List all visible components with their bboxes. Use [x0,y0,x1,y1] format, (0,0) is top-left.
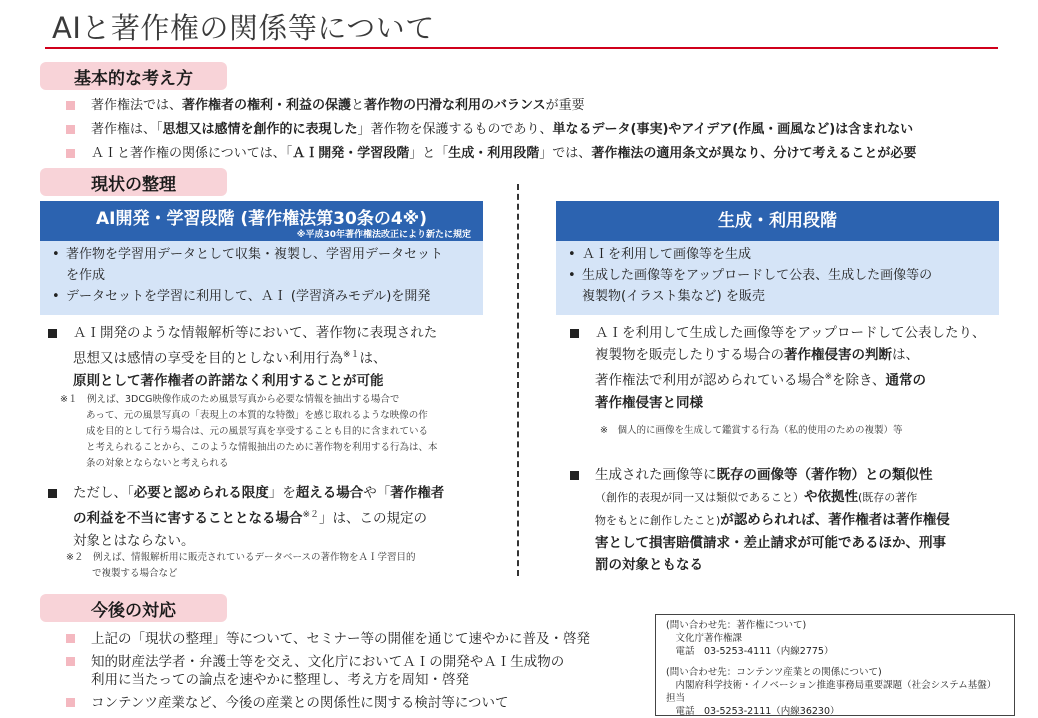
right-note: ※ 個人的に画像を生成して鑑賞する行為（私的使用のための複製）等 [600,425,903,436]
text-line: ただし、「必要と認められる限度」を超える場合や「著作権者 [73,485,445,501]
square-bullet-icon [66,657,75,666]
title-rule [45,47,998,49]
black-square-bullet-icon [48,489,57,498]
right-point-1 [570,322,1010,414]
right-point-2-text [595,464,950,576]
left-point-1-text [73,322,437,392]
square-bullet-icon [66,101,75,110]
black-square-bullet-icon [570,329,579,338]
black-square-bullet-icon [570,471,579,480]
left-process-item: • データセットを学習に利用して、ＡＩ (学習済みモデル)を開発 [52,289,431,304]
text-line: 著作権法で利用が認められている場合※を除き、通常の [595,372,927,389]
square-bullet-icon [66,698,75,707]
basic-bullet-text: ＡＩと著作権の関係については、「ＡＩ開発・学習段階」と「生成・利用段階」では、著作権法の適用条文が異なり、分けて考えることが必要 [91,146,917,161]
basic-bullet [66,121,916,139]
left-header-subnote: ※平成30年著作権法改正により新たに規定 [296,230,471,240]
text-line: 思想又は感情の享受を目的としない利用行為$^{※1}$は、 [73,350,387,367]
text-line: 複製物を販売したりする場合の著作権侵害の判断は、 [595,347,919,363]
right-process-box [556,241,999,315]
left-note-1: ※１ 例えば、3DCG映像作成のため風景写真から必要な情報を抽出する場合で あって、元の風景写真の「表現上の本質的な特徴」を感じ取れるような映像の作 成を目的として行う場合は、元の風景写真を享受することも目的に含まれている と考えられることから、このような情報抽出のために著作物を利用する行為は、本 条の対象とならないと考えられる [60,394,438,469]
contact-box: (問い合わせ先：著作権について) 文化庁著作権課 電話 03-5253-4111（内線2775） (問い合わせ先：コンテンツ産業との関係について) 内閣府科学技術・イノベーション推進事務局重要課題（社会システム基盤）担当 電話 03-5253-2111（内線36230） [655,614,1015,716]
text-line: 対象とはならない。 [73,532,195,549]
left-point-2-text [73,482,444,552]
text-line: の利益を不当に害することとなる場合$^{※2}$」は、この規定の [73,510,428,527]
text-line: 生成された画像等に既存の画像等（著作物）との類似性 [595,467,933,483]
page-title: AIと著作権の関係等について [52,11,435,45]
section-label-future: 今後の対応 [40,594,227,622]
future-bullets [66,630,590,712]
section-label-basic: 基本的な考え方 [40,62,227,90]
square-bullet-icon [66,149,75,158]
text-line: 害として損害賠償請求・差止請求が可能であるほか、刑事 [595,535,946,551]
text-line: 原則として著作権者の許諾なく利用することが可能 [73,372,384,389]
right-point-2 [570,464,1010,576]
text-line: （創作的表現が同一又は類似であること）や依拠性(既存の著作 [595,489,918,505]
column-divider [517,184,519,576]
basic-bullet [66,145,916,163]
future-bullet: 知的財産法学者・弁護士等を交え、文化庁においてＡＩの開発やＡＩ生成物の 利用に当たっての論点を速やかに整理し、考え方を周知・啓発 [66,653,590,689]
text-line: 物をもとに創作したこと)が認められれば、著作権者は著作権侵 [595,512,950,528]
basic-bullet-text: 著作権は、「思想又は感情を創作的に表現した」著作物を保護するものであり、単なるデータ(事実)やアイデア(作風・画風など)は含まれない [91,122,914,137]
left-point-1 [48,322,508,392]
basic-bullets [66,97,916,163]
black-square-bullet-icon [48,329,57,338]
right-header: 生成・利用段階 [556,201,999,241]
basic-bullet [66,97,916,115]
right-process-item: • ＡＩを利用して画像等を生成 [568,247,752,262]
left-header [40,201,483,241]
text-line: 罰の対象ともなる [595,557,703,573]
section-label-current: 現状の整理 [40,168,227,196]
text-line: ＡＩ開発のような情報解析等において、著作物に表現された [73,325,438,341]
text-line: ＡＩを利用して生成した画像等をアップロードして公表したり、 [595,325,986,341]
left-point-2 [48,482,508,552]
future-bullet: 上記の「現状の整理」等について、セミナー等の開催を通じて速やかに普及・啓発 [66,630,590,648]
square-bullet-icon [66,125,75,134]
left-process-item: • 著作物を学習用データとして収集・複製し、学習用データセット を作成 [52,247,444,283]
right-point-1-text [595,322,986,414]
left-process-box [40,241,483,315]
basic-bullet-text: 著作権法では、著作権者の権利・利益の保護と著作物の円滑な利用のバランスが重要 [91,98,585,113]
right-process-item: • 生成した画像等をアップロードして公表、生成した画像等の 複製物(イラスト集など) を販売 [568,268,933,304]
left-note-2: ※２ 例えば、情報解析用に販売されているデータベースの著作物をＡＩ学習目的 で複製する場合など [66,552,416,579]
square-bullet-icon [66,634,75,643]
future-bullet: コンテンツ産業など、今後の産業との関係性に関する検討等について [66,694,590,712]
left-header-title: AI開発・学習段階 (著作権法第30条の4※) [96,209,427,229]
text-line: 著作権侵害と同様 [595,394,703,411]
